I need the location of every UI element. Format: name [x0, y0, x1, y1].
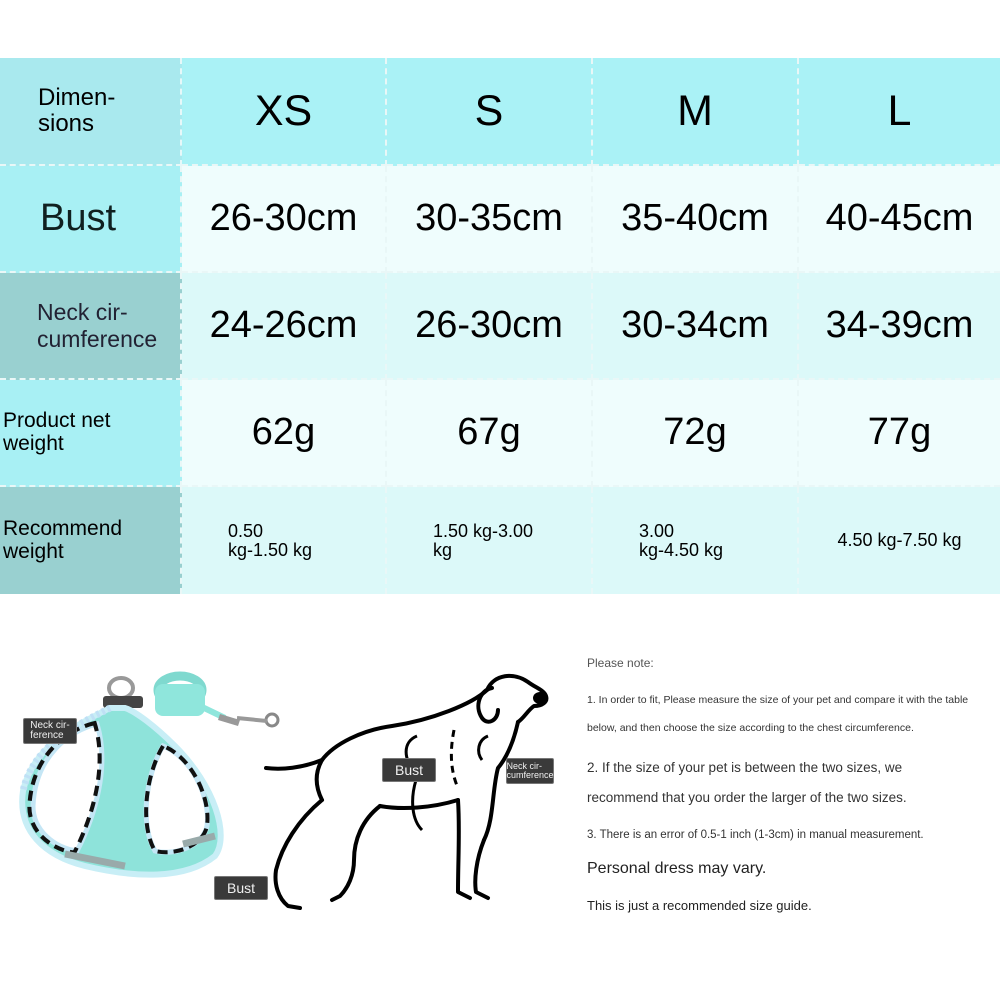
- note-1-line-b: below, and then choose the size according to the chest circumference.: [587, 722, 914, 734]
- size-chart-table: [0, 58, 1000, 594]
- header-size-xs: XS: [182, 58, 387, 166]
- note-2-line-a: 2. If the size of your pet is between the two sizes, we: [587, 760, 903, 775]
- dog-illustration: [262, 660, 572, 915]
- bust-value-l: 40-45cm: [799, 166, 1000, 273]
- recommend-weight-xs: [182, 487, 387, 594]
- d-ring: [109, 678, 133, 698]
- recommend-weight-s-text: 1.50 kg-3.00 kg: [433, 520, 534, 560]
- dog-bust-tag: [382, 758, 436, 782]
- recommend-weight-s: [387, 487, 593, 594]
- dog-neck-tag-text: Neck cir- cumference: [506, 761, 554, 780]
- recommend-weight-label: Recommend weight: [3, 517, 123, 563]
- harness-neck-tag-text: Neck cir- ference: [30, 720, 70, 741]
- harness-bust-tag-text: Bust: [226, 880, 255, 896]
- header-size-m: M: [593, 58, 799, 166]
- notes-title: Please note:: [587, 656, 654, 670]
- dog-outline-icon: [262, 660, 572, 915]
- net-weight-s: 67g: [387, 380, 593, 487]
- note-2-line-b: recommend that you order the larger of the two sizes.: [587, 790, 907, 805]
- header-size-s: S: [387, 58, 593, 166]
- bust-label: Bust: [40, 197, 117, 239]
- harness-bust-tag: [214, 876, 268, 900]
- leash-coil: [155, 676, 278, 726]
- recommend-weight-xs-text: 0.50 kg-1.50 kg: [228, 520, 313, 560]
- note-3: 3. There is an error of 0.5-1 inch (1-3cm) in manual measurement.: [587, 829, 924, 841]
- recommend-weight-m: [593, 487, 799, 594]
- recommend-weight-l-text: 4.50 kg-7.50 kg: [837, 530, 962, 551]
- harness-illustration: [15, 666, 285, 926]
- neck-value-xs: 24-26cm: [182, 273, 387, 380]
- note-1-line-a: 1. In order to fit, Please measure the size of your pet and compare it with the table: [587, 694, 969, 706]
- note-4: Personal dress may vary.: [587, 860, 767, 877]
- note-5: This is just a recommended size guide.: [587, 898, 812, 913]
- bust-value-xs: 26-30cm: [182, 166, 387, 273]
- recommend-weight-m-text: 3.00 kg-4.50 kg: [639, 520, 724, 560]
- dog-neck-tag: [506, 758, 554, 784]
- net-weight-m: 72g: [593, 380, 799, 487]
- dog-bust-tag-text: Bust: [394, 762, 423, 778]
- net-weight-xs: 62g: [182, 380, 387, 487]
- row-label-bust: [0, 166, 182, 273]
- recommend-weight-l: [799, 487, 1000, 594]
- header-dimensions-label: Dimen- sions: [38, 83, 116, 137]
- row-label-net-weight: [0, 380, 182, 487]
- neck-value-s: 26-30cm: [387, 273, 593, 380]
- neck-value-m: 30-34cm: [593, 273, 799, 380]
- harness-neck-tag: [23, 718, 77, 744]
- neck-value-l: 34-39cm: [799, 273, 1000, 380]
- bust-value-s: 30-35cm: [387, 166, 593, 273]
- header-size-l: L: [799, 58, 1000, 166]
- bust-value-m: 35-40cm: [593, 166, 799, 273]
- net-weight-l: 77g: [799, 380, 1000, 487]
- row-label-neck: [0, 273, 182, 380]
- header-dimensions-cell: [0, 58, 182, 166]
- net-weight-label: Product net weight: [3, 409, 111, 455]
- neck-label: Neck cir- cumference: [37, 299, 158, 352]
- row-label-recommend-weight: [0, 487, 182, 594]
